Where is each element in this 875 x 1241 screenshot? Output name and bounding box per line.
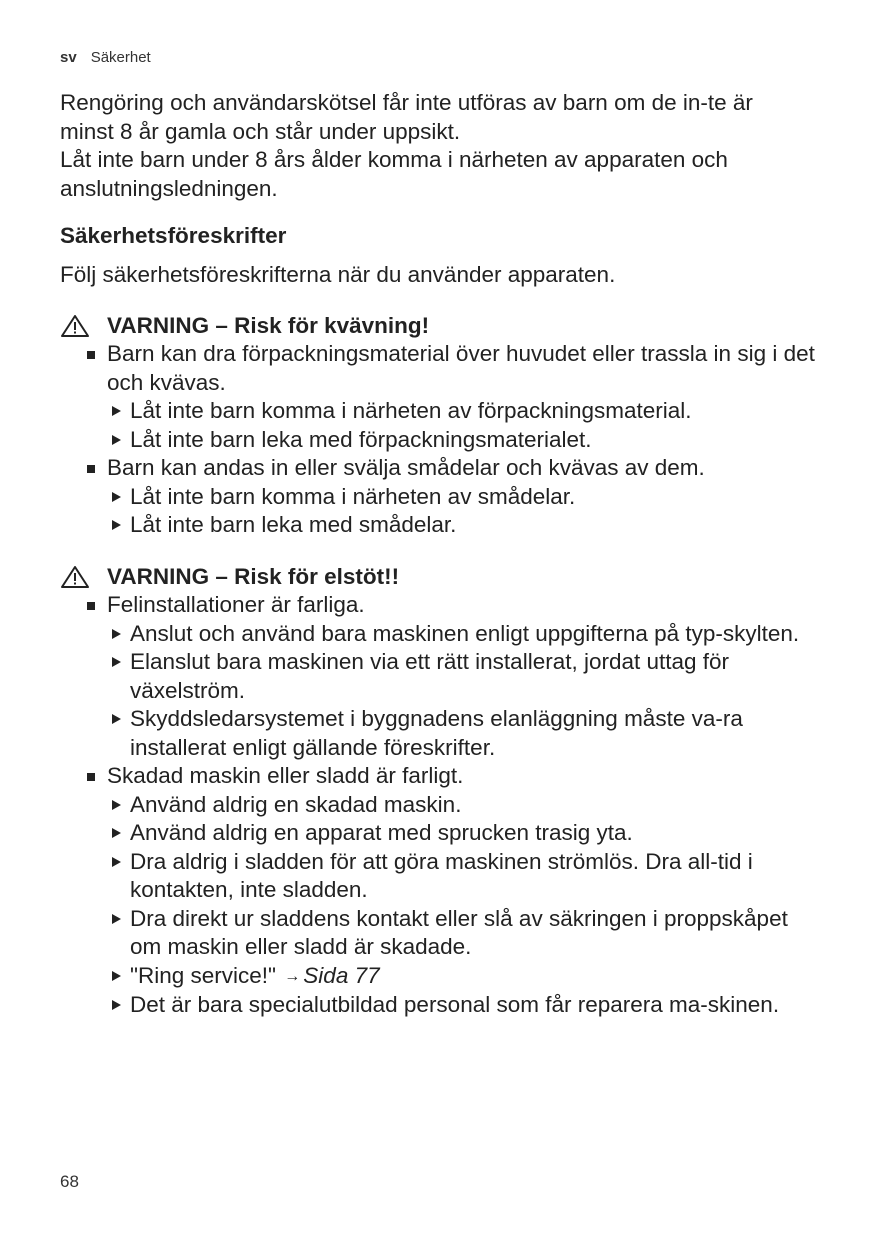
action-item bbox=[60, 991, 820, 1020]
hazard-item bbox=[60, 762, 820, 791]
warning-electric-shock bbox=[60, 563, 820, 1020]
square-bullet-icon bbox=[87, 465, 95, 473]
warning-suffocation bbox=[60, 312, 820, 540]
triangle-right-icon bbox=[112, 971, 121, 981]
hazard-text: Felinstallationer är farliga. bbox=[107, 592, 365, 617]
action-text: Använd aldrig en skadad maskin. bbox=[130, 791, 462, 817]
action-text: Skyddsledarsystemet i byggnadens elanläggning måste va-ra installerat enligt gällande föreskrifter. bbox=[130, 706, 743, 760]
action-item bbox=[60, 511, 820, 540]
hazard-item bbox=[60, 454, 820, 483]
intro-paragraph: Låt inte barn under 8 års ålder komma i närheten av apparaten och anslutningsledningen. bbox=[60, 147, 728, 201]
triangle-right-icon bbox=[112, 657, 121, 667]
warning-title-text: VARNING – Risk för elstöt!! bbox=[107, 564, 400, 589]
action-item bbox=[60, 620, 820, 649]
action-text: Dra aldrig i sladden för att göra maskinen strömlös. Dra all-tid i kontakten, inte sladden. bbox=[130, 848, 753, 902]
warning-triangle-icon bbox=[60, 565, 90, 589]
action-item-service bbox=[60, 962, 820, 992]
action-text: Använd aldrig en apparat med sprucken trasig yta. bbox=[130, 820, 633, 845]
square-bullet-icon bbox=[87, 773, 95, 781]
action-text: Anslut och använd bara maskinen enligt uppgifterna på typ-skylten. bbox=[130, 620, 800, 646]
intro-paragraph: Rengöring och användarskötsel får inte utföras av barn om de in-te är minst 8 år gamla och står under uppsikt. bbox=[60, 90, 753, 144]
triangle-right-icon bbox=[112, 914, 121, 924]
action-item bbox=[60, 905, 820, 962]
action-text: Låt inte barn leka med smådelar. bbox=[130, 512, 457, 537]
action-item bbox=[60, 397, 820, 426]
action-text: Elanslut bara maskinen via ett rätt installerat, jordat uttag för växelström. bbox=[130, 649, 730, 703]
page-reference-link[interactable]: Sida 77 bbox=[303, 962, 380, 988]
warning-triangle-icon bbox=[60, 314, 90, 338]
action-text: Låt inte barn leka med förpackningsmaterialet. bbox=[130, 426, 592, 452]
action-item bbox=[60, 848, 820, 905]
action-text: "Ring service!" bbox=[130, 962, 277, 988]
page-number: 68 bbox=[60, 1172, 79, 1191]
hazard-text: Barn kan dra förpackningsmaterial över huvudet eller trassla in sig i det och kvävas. bbox=[107, 341, 815, 395]
warning-title bbox=[60, 563, 820, 591]
hazard-text: Barn kan andas in eller svälja smådelar och kvävas av dem. bbox=[107, 455, 705, 480]
language-code: sv bbox=[60, 49, 77, 66]
triangle-right-icon bbox=[112, 857, 121, 867]
action-item bbox=[60, 791, 820, 820]
action-item bbox=[60, 819, 820, 848]
arrow-right-icon: → bbox=[284, 967, 301, 985]
triangle-right-icon bbox=[112, 629, 121, 639]
square-bullet-icon bbox=[87, 351, 95, 359]
triangle-right-icon bbox=[112, 714, 121, 724]
action-text: Låt inte barn komma i närheten av förpackningsmaterial. bbox=[130, 398, 692, 423]
action-item bbox=[60, 483, 820, 512]
section-heading: Säkerhetsföreskrifter bbox=[60, 223, 287, 248]
triangle-right-icon bbox=[112, 435, 121, 445]
warning-title bbox=[60, 312, 820, 340]
triangle-right-icon bbox=[112, 828, 121, 838]
hazard-text: Skadad maskin eller sladd är farligt. bbox=[107, 763, 464, 788]
warning-title-text: VARNING – Risk för kvävning! bbox=[107, 313, 430, 338]
square-bullet-icon bbox=[87, 602, 95, 610]
triangle-right-icon bbox=[112, 1000, 121, 1010]
hazard-item bbox=[60, 340, 820, 397]
page-header bbox=[60, 48, 151, 68]
hazard-item bbox=[60, 591, 820, 620]
section-intro: Följ säkerhetsföreskrifterna när du använder apparaten. bbox=[60, 262, 616, 287]
triangle-right-icon bbox=[112, 492, 121, 502]
triangle-right-icon bbox=[112, 406, 121, 416]
action-item bbox=[60, 426, 820, 455]
action-item bbox=[60, 705, 820, 762]
action-text: Låt inte barn komma i närheten av smådelar. bbox=[130, 483, 576, 509]
action-text: Dra direkt ur sladdens kontakt eller slå av säkringen i proppskåpet om maskin eller sladd är skadade. bbox=[130, 905, 788, 959]
intro-text bbox=[60, 89, 805, 203]
triangle-right-icon bbox=[112, 520, 121, 530]
section-label: Säkerhet bbox=[90, 49, 151, 66]
action-text: Det är bara specialutbildad personal som får reparera ma-skinen. bbox=[130, 992, 780, 1017]
action-item bbox=[60, 648, 820, 705]
triangle-right-icon bbox=[112, 800, 121, 810]
